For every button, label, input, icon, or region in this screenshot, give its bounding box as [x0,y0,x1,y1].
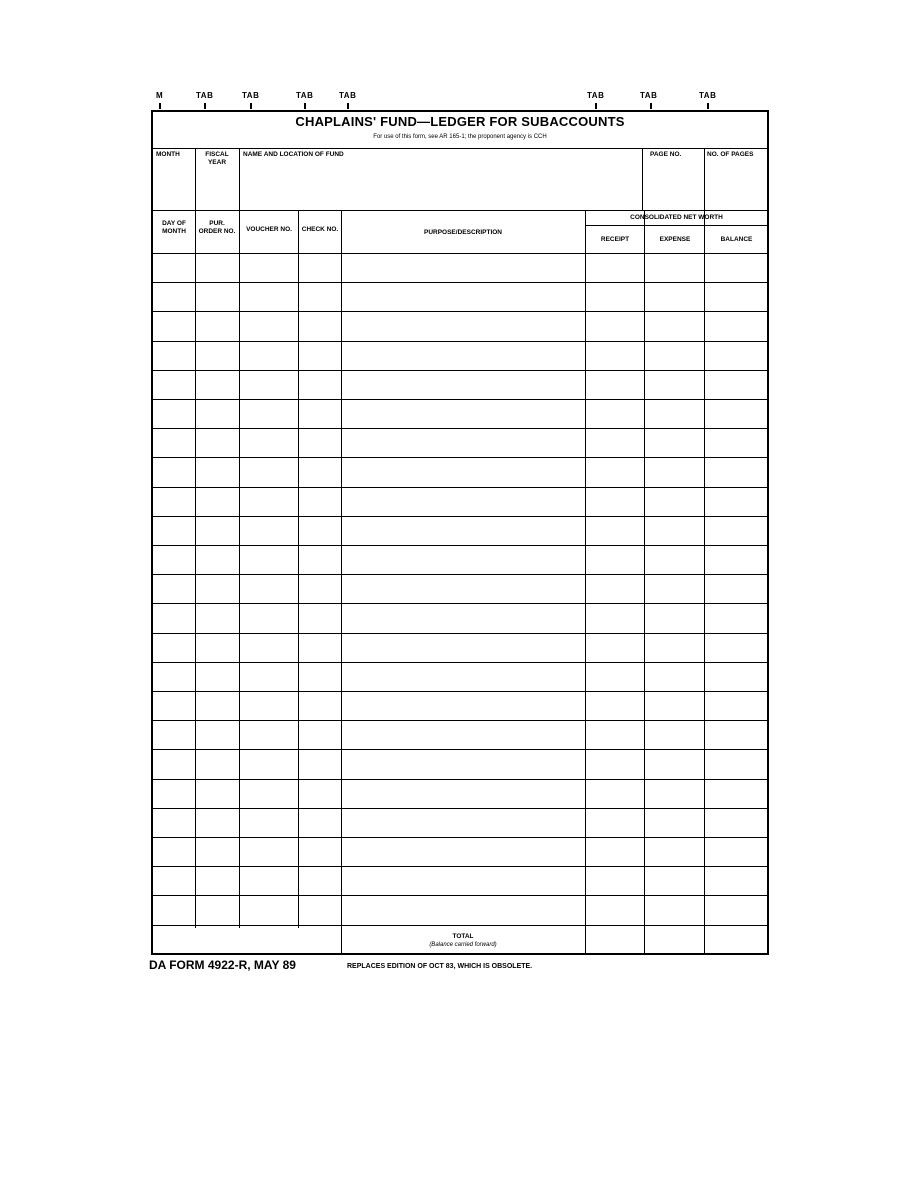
column-divider [239,148,240,210]
tab-label: TAB [640,91,658,100]
tab-label: TAB [699,91,717,100]
column-divider [704,210,705,928]
fiscal-year-header: FISCAL YEAR [205,151,229,166]
purpose-description-header: PURPOSE/DESCRIPTION [423,229,502,236]
balance-header: BALANCE [720,236,753,243]
ledger-row-line [153,399,767,400]
ledger-row-line [153,603,767,604]
day-of-month-header: DAY OF MONTH [162,220,186,235]
page-no-header: PAGE NO. [650,151,682,158]
column-divider [341,928,342,953]
ledger-row-line [153,428,767,429]
ledger-row-line [153,487,767,488]
ledger-row-line [153,779,767,780]
tab-tick [204,103,206,109]
column-divider [644,928,645,953]
ledger-row-line [153,895,767,896]
tab-markers [0,0,918,110]
form-title: CHAPLAINS' FUND—LEDGER FOR SUBACCOUNTS [295,114,625,129]
ledger-row-line [153,457,767,458]
column-divider [195,210,196,928]
ledger-row-line [153,516,767,517]
ledger-row-line [153,925,767,926]
ledger-row-line [153,633,767,634]
ledger-row-line [153,866,767,867]
tab-label: TAB [242,91,260,100]
replaces-note: REPLACES EDITION OF OCT 83, WHICH IS OBSOLETE. [347,963,533,970]
ledger-row-line [153,691,767,692]
ledger-form [151,110,769,955]
tab-tick [650,103,652,109]
column-divider [341,210,342,928]
ledger-row-line [153,749,767,750]
column-divider [298,210,299,928]
no-of-pages-header: NO. OF PAGES [707,151,754,158]
column-divider [644,210,645,928]
total-text: TOTAL [452,933,474,940]
receipt-header: RECEIPT [600,236,630,243]
form-subtitle: For use of this form, see AR 165-1; the proponent agency is CCH [373,134,547,140]
column-divider [239,210,240,928]
consolidated-net-worth-header: CONSOLIDATED NET WORTH [630,214,723,221]
ledger-row-line [153,311,767,312]
tab-label: TAB [339,91,357,100]
ledger-row-line [153,837,767,838]
tab-label: TAB [587,91,605,100]
month-header: MONTH [156,151,180,158]
pur-order-no-header: PUR. ORDER NO. [198,220,236,235]
ledger-row-line [153,282,767,283]
tab-tick [304,103,306,109]
column-divider [195,148,196,210]
total-subtext: (Balance carried forward) [429,942,497,948]
expense-header: EXPENSE [659,236,691,243]
ledger-row-line [153,808,767,809]
ledger-row-line [153,370,767,371]
header-divider [153,148,767,149]
tab-tick [159,103,161,109]
column-divider [585,210,586,928]
column-divider [585,928,586,953]
tab-label: TAB [196,91,214,100]
tab-label: M [156,91,164,100]
ledger-row-line [153,720,767,721]
tab-tick [347,103,349,109]
column-divider [642,148,643,210]
fund-name-location-header: NAME AND LOCATION OF FUND [243,151,344,158]
total-label [343,933,583,949]
header-divider [153,253,767,254]
ledger-row-line [153,341,767,342]
column-divider [704,148,705,210]
header-divider [153,210,767,211]
ledger-row-line [153,574,767,575]
column-divider [704,928,705,953]
check-no-header: CHECK NO. [301,226,339,233]
header-divider [585,225,767,226]
tab-tick [250,103,252,109]
ledger-row-line [153,545,767,546]
tab-tick [595,103,597,109]
column-divider [585,210,586,225]
tab-label: TAB [296,91,314,100]
form-number: DA FORM 4922-R, MAY 89 [149,958,296,972]
ledger-row-line [153,662,767,663]
voucher-no-header: VOUCHER NO. [246,226,292,233]
tab-tick [707,103,709,109]
